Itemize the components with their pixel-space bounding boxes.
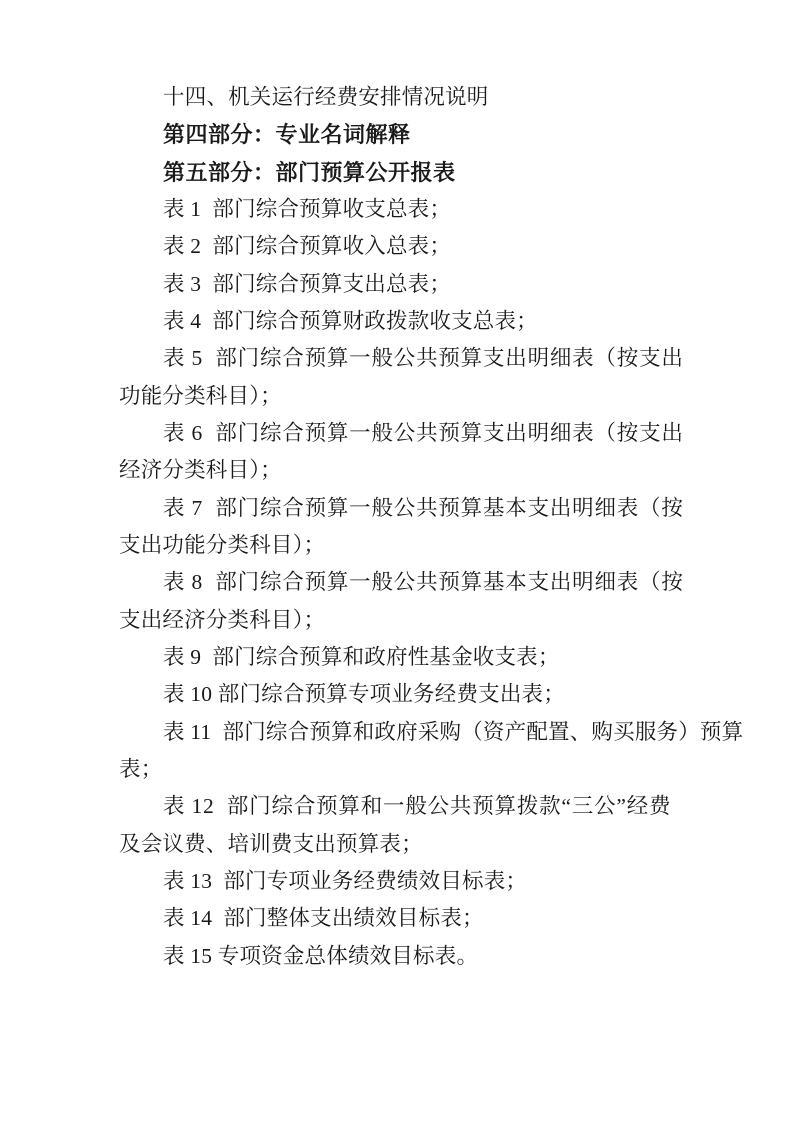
doc-line: 表 9 部门综合预算和政府性基金收支表；: [163, 644, 560, 669]
doc-line: 表 14 部门整体支出绩效目标表；: [163, 906, 484, 931]
doc-line: 及会议费、培训费支出预算表；: [119, 831, 423, 856]
doc-line: 表 8 部门综合预算一般公共预算基本支出明细表（按: [163, 570, 684, 595]
doc-line: 表 4 部门综合预算财政拨款收支总表；: [163, 308, 538, 333]
doc-line: 表；: [119, 756, 163, 781]
doc-line: 表 11 部门综合预算和政府采购（资产配置、购买服务）预算: [163, 719, 744, 744]
doc-line: 表 7 部门综合预算一般公共预算基本支出明细表（按: [163, 495, 684, 520]
doc-line: 表 2 部门综合预算收入总表；: [163, 234, 452, 259]
doc-line: 支出经济分类科目）；: [119, 607, 326, 632]
doc-line: 表 3 部门综合预算支出总表；: [163, 271, 452, 296]
doc-line: 功能分类科目）；: [119, 383, 282, 408]
doc-line: 表 15 专项资金总体绩效目标表。: [163, 943, 479, 968]
document-body: [119, 79, 744, 975]
doc-line: 表 6 部门综合预算一般公共预算支出明细表（按支出: [163, 420, 684, 445]
doc-line: 支出功能分类科目）；: [119, 532, 326, 557]
doc-line: 表 12 部门综合预算和一般公共预算拨款“三公”经费: [163, 794, 672, 819]
doc-line: 表 13 部门专项业务经费绩效目标表；: [163, 868, 528, 893]
section-heading: 第四部分：专业名词解释: [163, 122, 411, 148]
section-heading: 第五部分：部门预算公开报表: [163, 159, 456, 185]
doc-line: 表 5 部门综合预算一般公共预算支出明细表（按支出: [163, 346, 684, 371]
doc-line: 表 10 部门综合预算专项业务经费支出表；: [163, 682, 565, 707]
doc-line: 经济分类科目）；: [119, 458, 282, 483]
doc-line: 表 1 部门综合预算收支总表；: [163, 196, 452, 221]
doc-line: 十四、机关运行经费安排情况说明: [163, 85, 489, 109]
